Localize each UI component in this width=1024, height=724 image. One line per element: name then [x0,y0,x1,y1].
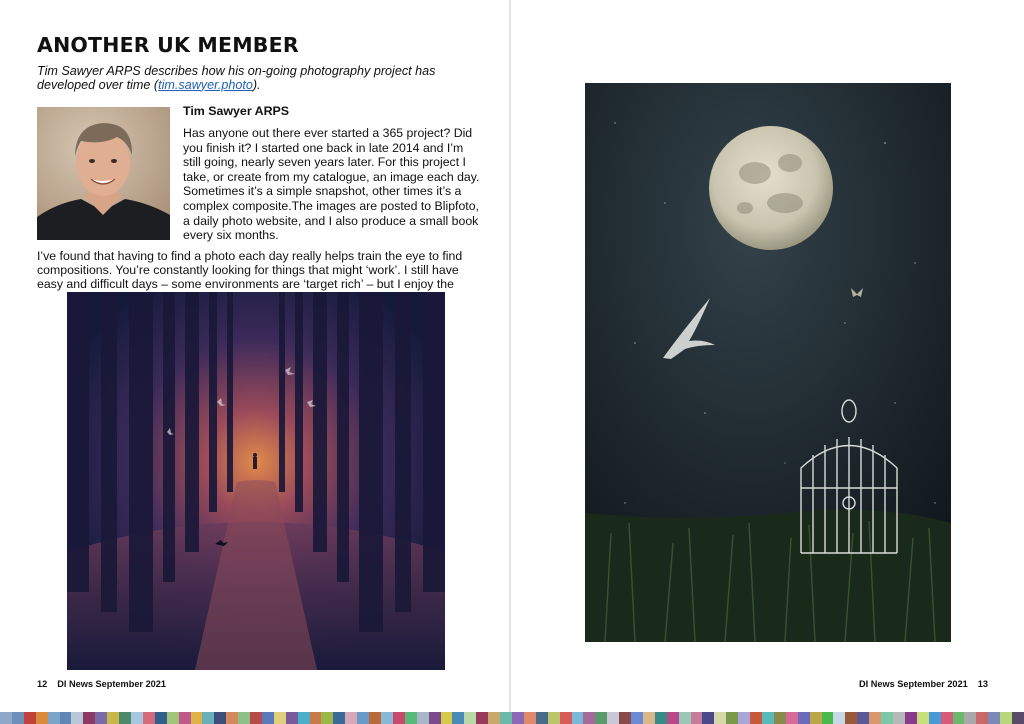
color-swatch [893,712,905,724]
color-swatch [488,712,500,724]
color-swatch [71,712,83,724]
color-swatch [953,712,965,724]
article-title: ANOTHER UK MEMBER [37,33,299,57]
color-swatch [179,712,191,724]
color-swatch [464,712,476,724]
color-swatch [536,712,548,724]
color-swatch [107,712,119,724]
color-swatch [333,712,345,724]
forest-path-photo [67,292,445,670]
moon-birdcage-photo [585,83,951,642]
color-swatch [798,712,810,724]
color-swatch [321,712,333,724]
color-swatch [12,712,24,724]
left-page [0,0,509,712]
color-swatch [631,712,643,724]
color-swatch [524,712,536,724]
color-swatch [667,712,679,724]
color-swatch [83,712,95,724]
color-swatch [905,712,917,724]
color-swatch [619,712,631,724]
color-swatch [917,712,929,724]
color-swatch [762,712,774,724]
body-paragraph-1: Has anyone out there ever started a 365 project? Did you finish it? I started one back in late 2014 and I’m still going, nearly seven years later. For this project I take, or create from my catalogue, an image each day. Sometimes it’s a simple snapshot, other times it’s a complex composite.The images are posted to Blipfoto, a daily photo website, and I also produce a small book every six months. [183,126,480,243]
color-swatch [24,712,36,724]
color-swatch [95,712,107,724]
color-swatch [238,712,250,724]
color-swatch [964,712,976,724]
color-swatch [1000,712,1012,724]
publication-name-left: DI News September 2021 [57,679,167,689]
color-swatch [202,712,214,724]
color-swatch [405,712,417,724]
color-swatch [274,712,286,724]
color-swatch [452,712,464,724]
color-swatch [393,712,405,724]
color-swatch [262,712,274,724]
article-standfirst [37,65,457,92]
color-swatch [929,712,941,724]
color-swatch [214,712,226,724]
color-swatch [286,712,298,724]
color-swatch [357,712,369,724]
color-swatch [774,712,786,724]
color-swatch [429,712,441,724]
standfirst-end: ). [252,77,261,92]
color-swatch [595,712,607,724]
color-swatch [750,712,762,724]
color-swatch [702,712,714,724]
color-swatch [714,712,726,724]
color-swatch [810,712,822,724]
color-swatch [119,712,131,724]
publication-name-right: DI News September 2021 [858,679,968,689]
color-swatch [822,712,834,724]
standfirst-text: Tim Sawyer ARPS describes how his on-going photography project has developed over time ( [37,64,436,92]
color-strip [0,712,1024,724]
color-swatch [988,712,1000,724]
color-swatch [441,712,453,724]
color-swatch [500,712,512,724]
footer-right [859,679,988,689]
color-swatch [857,712,869,724]
color-swatch [512,712,524,724]
color-swatch [655,712,667,724]
color-swatch [679,712,691,724]
footer-left [37,679,166,689]
color-swatch [607,712,619,724]
color-swatch [643,712,655,724]
color-swatch [845,712,857,724]
color-swatch [0,712,12,724]
color-swatch [381,712,393,724]
color-swatch [833,712,845,724]
color-swatch [167,712,179,724]
page-number-left: 12 [37,679,48,689]
color-swatch [583,712,595,724]
color-swatch [60,712,72,724]
color-swatch [941,712,953,724]
color-swatch [1012,712,1024,724]
color-swatch [250,712,262,724]
color-swatch [548,712,560,724]
color-swatch [691,712,703,724]
color-swatch [369,712,381,724]
author-website-link[interactable]: tim.sawyer.photo [158,77,253,92]
color-swatch [572,712,584,724]
color-swatch [417,712,429,724]
author-portrait-photo [37,107,170,240]
color-swatch [143,712,155,724]
color-swatch [726,712,738,724]
author-name: Tim Sawyer ARPS [183,104,290,118]
color-swatch [560,712,572,724]
color-swatch [191,712,203,724]
color-swatch [226,712,238,724]
color-swatch [476,712,488,724]
color-swatch [36,712,48,724]
page-number-right: 13 [977,679,988,689]
body-paragraph-2: I’ve found that having to find a photo each day really helps train the eye to find compositions. You’re constantly looking for things that might ‘work’. I still have easy and difficult days – some environments are ‘target rich’ – but I enjoy the [37,250,463,291]
color-swatch [738,712,750,724]
color-swatch [131,712,143,724]
color-swatch [298,712,310,724]
color-swatch [155,712,167,724]
color-swatch [869,712,881,724]
color-swatch [881,712,893,724]
color-swatch [345,712,357,724]
color-swatch [310,712,322,724]
color-swatch [48,712,60,724]
color-swatch [786,712,798,724]
author-portrait-graphic [37,107,170,240]
color-swatch [976,712,988,724]
